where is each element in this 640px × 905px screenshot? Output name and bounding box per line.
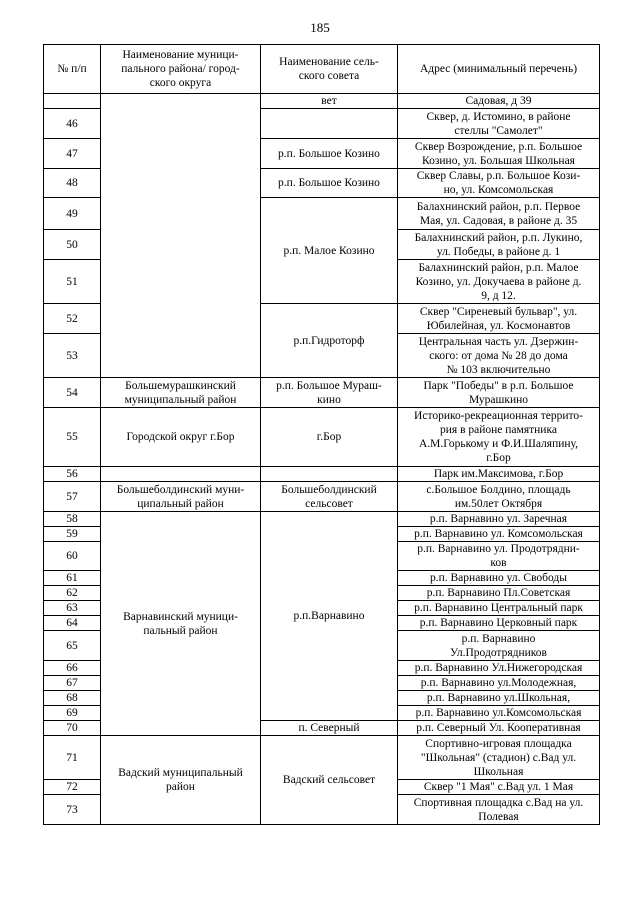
district-cell: Городской округ г.Бор bbox=[101, 408, 261, 467]
address-cell: р.п. Варнавино ул.Школьная, bbox=[398, 691, 600, 706]
address-cell: р.п. Варнавино ул. Заречная bbox=[398, 512, 600, 527]
row-num: 51 bbox=[44, 260, 101, 304]
row-num: 57 bbox=[44, 482, 101, 512]
address-cell: р.п. Варнавино Ул.Продотрядников bbox=[398, 631, 600, 661]
table-row bbox=[44, 482, 600, 512]
header-council: Наименование сель- ского совета bbox=[261, 45, 398, 94]
row-num: 52 bbox=[44, 304, 101, 334]
council-cell: р.п.Варнавино bbox=[261, 512, 398, 721]
address-cell: р.п. Варнавино ул. Свободы bbox=[398, 571, 600, 586]
address-cell: Садовая, д 39 bbox=[398, 94, 600, 109]
address-cell: р.п. Варнавино Пл.Советская bbox=[398, 586, 600, 601]
address-cell: р.п. Варнавино Ул.Нижегородская bbox=[398, 661, 600, 676]
address-cell: Парк "Победы" в р.п. Большое Мурашкино bbox=[398, 378, 600, 408]
address-cell: р.п. Северный Ул. Кооперативная bbox=[398, 721, 600, 736]
row-num: 66 bbox=[44, 661, 101, 676]
address-cell: Балахнинский район, р.п. Малое Козино, ул. Докучаева в районе д. 9, д 12. bbox=[398, 260, 600, 304]
row-num: 62 bbox=[44, 586, 101, 601]
row-num: 70 bbox=[44, 721, 101, 736]
council-cell: Вадский сельсовет bbox=[261, 736, 398, 825]
council-cell: р.п. Малое Козино bbox=[261, 198, 398, 304]
council-cell: р.п. Большое Козино bbox=[261, 139, 398, 169]
page-number: 185 bbox=[310, 20, 330, 35]
row-num bbox=[44, 94, 101, 109]
district-cell: Вадский муниципальный район bbox=[101, 736, 261, 825]
council-cell: п. Северный bbox=[261, 721, 398, 736]
district-cell bbox=[101, 94, 261, 378]
address-cell: Сквер, д. Истомино, в районе стеллы "Самолет" bbox=[398, 109, 600, 139]
address-cell: р.п. Варнавино ул. Продотрядни- ков bbox=[398, 542, 600, 571]
address-cell: р.п. Варнавино ул. Комсомольская bbox=[398, 527, 600, 542]
header-address: Адрес (минимальный перечень) bbox=[398, 45, 600, 94]
table-row bbox=[44, 467, 600, 482]
row-num: 47 bbox=[44, 139, 101, 169]
address-cell: р.п. Варнавино Церковный парк bbox=[398, 616, 600, 631]
address-cell: Сквер Славы, р.п. Большое Кози- но, ул. Комсомольская bbox=[398, 169, 600, 198]
table-row bbox=[44, 736, 600, 780]
address-cell: Центральная часть ул. Дзержин- ского: от дома № 28 до дома № 103 включительно bbox=[398, 334, 600, 378]
row-num: 50 bbox=[44, 230, 101, 260]
row-num: 54 bbox=[44, 378, 101, 408]
table-header-row bbox=[44, 45, 600, 94]
council-cell bbox=[261, 109, 398, 139]
row-num: 48 bbox=[44, 169, 101, 198]
row-num: 64 bbox=[44, 616, 101, 631]
address-cell: р.п. Варнавино Центральный парк bbox=[398, 601, 600, 616]
row-num: 49 bbox=[44, 198, 101, 230]
row-num: 69 bbox=[44, 706, 101, 721]
council-cell: Большеболдинский сельсовет bbox=[261, 482, 398, 512]
row-num: 53 bbox=[44, 334, 101, 378]
address-cell: Балахнинский район, р.п. Первое Мая, ул. Садовая, в районе д. 35 bbox=[398, 198, 600, 230]
row-num: 63 bbox=[44, 601, 101, 616]
row-num: 73 bbox=[44, 795, 101, 825]
row-num: 46 bbox=[44, 109, 101, 139]
row-num: 60 bbox=[44, 542, 101, 571]
address-cell: Балахнинский район, р.п. Лукино, ул. Победы, в районе д. 1 bbox=[398, 230, 600, 260]
address-cell: с.Большое Болдино, площадь им.50лет Октября bbox=[398, 482, 600, 512]
council-cell: р.п. Большое Козино bbox=[261, 169, 398, 198]
address-cell: Парк им.Максимова, г.Бор bbox=[398, 467, 600, 482]
header-district: Наименование муници- пального района/ город- ского округа bbox=[101, 45, 261, 94]
row-num: 58 bbox=[44, 512, 101, 527]
council-cell bbox=[261, 467, 398, 482]
table-row bbox=[44, 94, 600, 109]
row-num: 59 bbox=[44, 527, 101, 542]
row-num: 61 bbox=[44, 571, 101, 586]
table-row bbox=[44, 378, 600, 408]
council-cell: г.Бор bbox=[261, 408, 398, 467]
address-cell: Сквер "1 Мая" с.Вад ул. 1 Мая bbox=[398, 780, 600, 795]
address-cell: Сквер "Сиреневый бульвар", ул. Юбилейная, ул. Космонавтов bbox=[398, 304, 600, 334]
district-cell: Большеболдинский муни- ципальный район bbox=[101, 482, 261, 512]
row-num: 71 bbox=[44, 736, 101, 780]
district-cell: Большемурашкинский муниципальный район bbox=[101, 378, 261, 408]
parks-table bbox=[43, 44, 600, 825]
address-cell: Спортивная площадка с.Вад на ул. Полевая bbox=[398, 795, 600, 825]
row-num: 68 bbox=[44, 691, 101, 706]
council-cell: р.п. Большое Мураш- кино bbox=[261, 378, 398, 408]
district-cell bbox=[101, 467, 261, 482]
address-cell: Сквер Возрождение, р.п. Большое Козино, ул. Большая Школьная bbox=[398, 139, 600, 169]
council-cell: вет bbox=[261, 94, 398, 109]
address-cell: Спортивно-игровая площадка "Школьная" (стадион) с.Вад ул. Школьная bbox=[398, 736, 600, 780]
row-num: 55 bbox=[44, 408, 101, 467]
address-cell: р.п. Варнавино ул.Комсомольская bbox=[398, 706, 600, 721]
council-cell: р.п.Гидроторф bbox=[261, 304, 398, 378]
district-cell: Варнавинский муници- пальный район bbox=[101, 512, 261, 736]
row-num: 67 bbox=[44, 676, 101, 691]
row-num: 56 bbox=[44, 467, 101, 482]
address-cell: Историко-рекреационная террито- рия в районе памятника А.М.Горькому и Ф.И.Шаляпину, г.Бор bbox=[398, 408, 600, 467]
address-cell: р.п. Варнавино ул.Молодежная, bbox=[398, 676, 600, 691]
table-row bbox=[44, 512, 600, 527]
header-num: № п/п bbox=[44, 45, 101, 94]
row-num: 72 bbox=[44, 780, 101, 795]
table-row bbox=[44, 408, 600, 467]
row-num: 65 bbox=[44, 631, 101, 661]
